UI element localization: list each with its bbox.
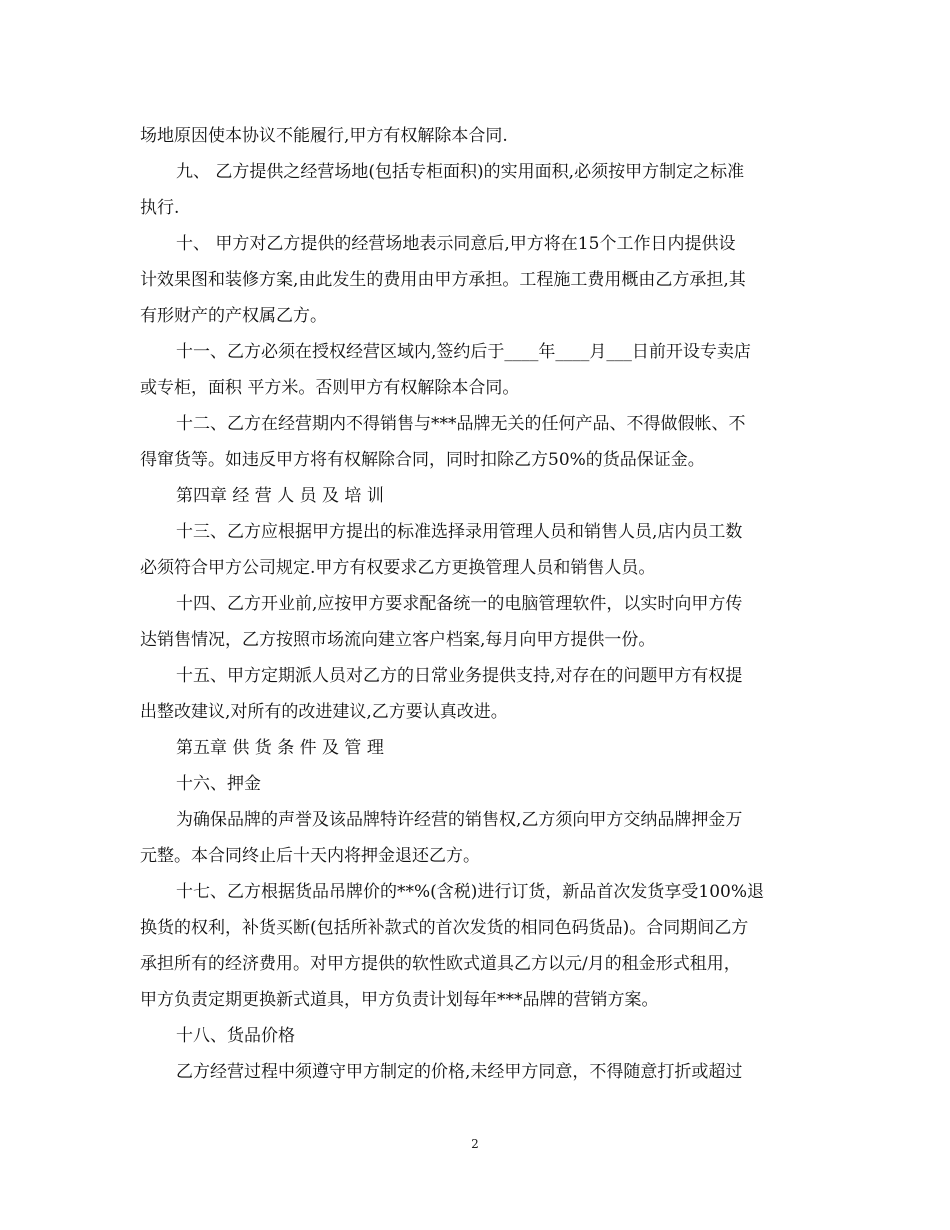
text-line: 十八、货品价格: [176, 1026, 295, 1046]
text-line: 甲方负责定期更换新式道具，甲方负责计划每年***品牌的营销方案。: [140, 990, 659, 1010]
text-line: 十六、押金: [176, 774, 261, 794]
page-number: 2: [471, 1137, 479, 1151]
document-body: [140, 118, 810, 1090]
text-line: 元整。本合同终止后十天内将押金退还乙方。: [140, 846, 480, 866]
text-line: 有形财产的产权属乙方。: [140, 306, 327, 326]
text-line: 为确保品牌的声誉及该品牌特许经营的销售权,乙方须向甲方交纳品牌押金万: [176, 810, 743, 830]
text-line: 第四章 经 营 人 员 及 培 训: [176, 486, 384, 506]
text-line: 承担所有的经济费用。对甲方提供的软性欧式道具乙方以元/月的租金形式租用，: [140, 954, 741, 974]
text-line: 达销售情况，乙方按照市场流向建立客户档案,每月向甲方提供一份。: [140, 630, 656, 650]
text-line: 场地原因使本协议不能履行,甲方有权解除本合同.: [140, 126, 508, 146]
text-line: 乙方经营过程中须遵守甲方制定的价格,未经甲方同意，不得随意打折或超过: [176, 1062, 743, 1082]
text-line: 出整改建议,对所有的改进建议,乙方要认真改进。: [140, 702, 508, 722]
text-line: 或专柜，面积 平方米。否则甲方有权解除本合同。: [140, 378, 520, 398]
text-line: 计效果图和装修方案,由此发生的费用由甲方承担。工程施工费用概由乙方承担,其: [140, 270, 746, 290]
text-line: 十五、甲方定期派人员对乙方的日常业务提供支持,对存在的问题甲方有权提: [176, 666, 743, 686]
text-line: 执行.: [140, 198, 180, 218]
text-line: 十三、乙方应根据甲方提出的标准选择录用管理人员和销售人员,店内员工数: [176, 522, 743, 542]
text-line: 十二、乙方在经营期内不得销售与***品牌无关的任何产品、不得做假帐、不: [176, 414, 746, 434]
text-line: 必须符合甲方公司规定.甲方有权要求乙方更换管理人员和销售人员。: [140, 558, 656, 578]
text-line: 第五章 供 货 条 件 及 管 理: [176, 738, 384, 758]
text-line: 十、 甲方对乙方提供的经营场地表示同意后,甲方将在15个工作日内提供设: [176, 234, 736, 254]
text-line: 十四、乙方开业前,应按甲方要求配备统一的电脑管理软件，以实时向甲方传: [176, 594, 743, 614]
text-line: 得窜货等。如违反甲方将有权解除合同，同时扣除乙方50%的货品保证金。: [140, 450, 705, 470]
text-line: 十一、乙方必须在授权经营区域内,签约后于____年____月___日前开设专卖店: [176, 342, 751, 362]
text-line: 九、 乙方提供之经营场地(包括专柜面积)的实用面积,必须按甲方制定之标准: [176, 162, 745, 182]
text-line: 换货的权利，补货买断(包括所补款式的首次发货的相同色码货品)。合同期间乙方: [140, 918, 749, 938]
text-line: 十七、乙方根据货品吊牌价的**%(含税)进行订货，新品首次发货享受100%退: [176, 882, 765, 902]
